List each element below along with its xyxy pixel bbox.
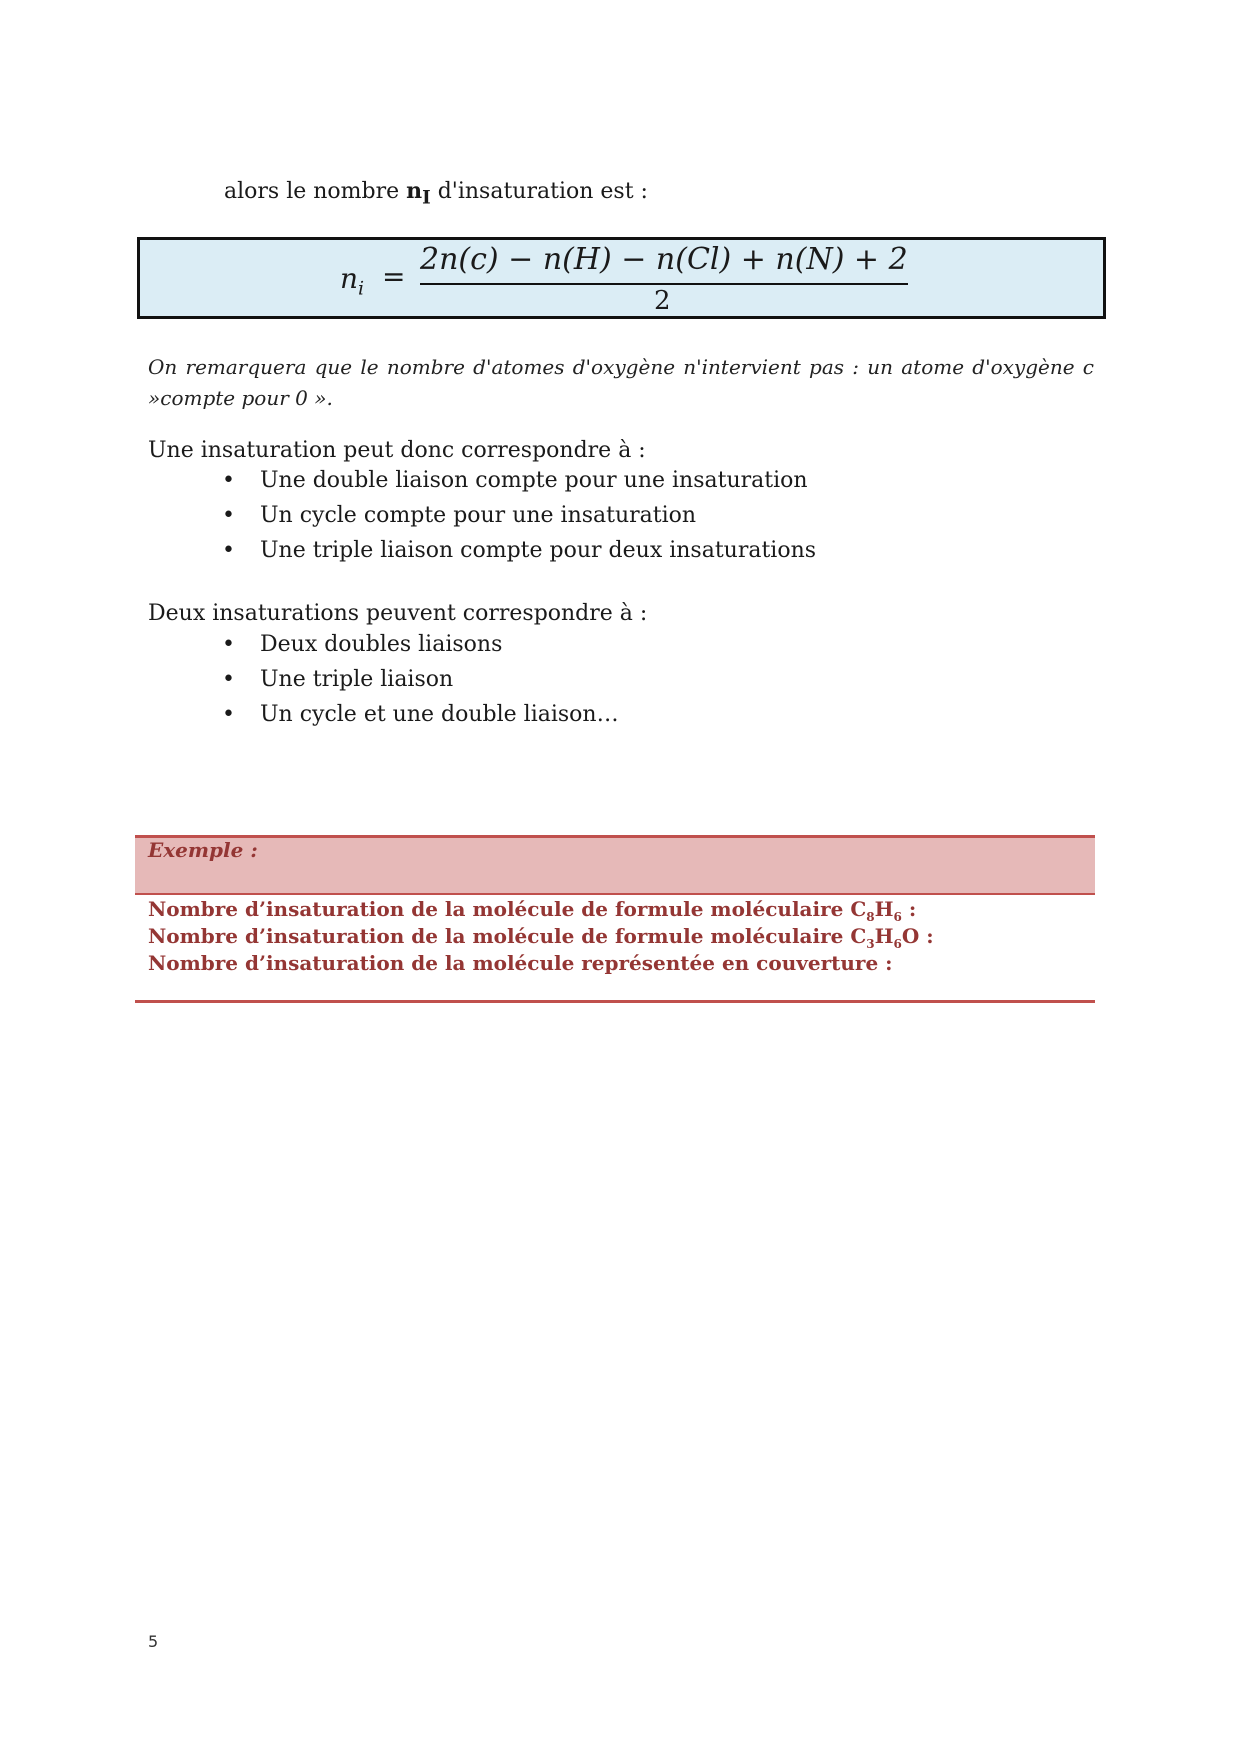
section2-heading: Deux insaturations peuvent correspondre à : (148, 601, 648, 626)
list-item: • Un cycle et une double liaison… (222, 697, 619, 732)
formula-box (137, 237, 1106, 319)
example-header-rule (135, 893, 1095, 895)
intro-variable: $n_I$ (406, 178, 431, 209)
formula-denominator: 2 (654, 286, 671, 316)
list-item: • Une triple liaison compte pour deux insaturations (222, 533, 816, 568)
example-label: Exemple : (148, 838, 258, 862)
list-item: • Une triple liaison (222, 662, 619, 697)
example-bottom-rule (135, 1000, 1095, 1003)
list-item: • Une double liaison compte pour une insaturation (222, 463, 816, 498)
list-item: • Un cycle compte pour une insaturation (222, 498, 816, 533)
example-header-band (135, 838, 1095, 893)
list-item: • Deux doubles liaisons (222, 627, 619, 662)
remark-paragraph: On remarquera que le nombre d'atomes d'oxygène n'intervient pas : un atome d'oxygène c »compte pour 0 ». (148, 355, 1094, 410)
page-number: 5 (148, 1632, 159, 1651)
formula-numerator: 2n(c) − n(H) − n(Cl) + n(N) + 2 (420, 242, 908, 277)
fraction-bar (420, 283, 908, 285)
formula-equals: = (382, 260, 406, 293)
section2-list (222, 627, 619, 732)
example-question-2: Nombre d’insaturation de la molécule de formule moléculaire $C_3H_6O$ : (148, 924, 934, 951)
section1-list (222, 463, 816, 568)
formula-lhs: $n_i$ (340, 262, 365, 300)
example-question-3: Nombre d’insaturation de la molécule représentée en couverture : (148, 951, 893, 975)
intro-sentence: alors le nombre $n_I$ d'insaturation est : (224, 178, 648, 209)
example-question-1: Nombre d’insaturation de la molécule de formule moléculaire $C_8H_6$ : (148, 897, 917, 924)
section1-heading: Une insaturation peut donc correspondre à : (148, 438, 646, 463)
